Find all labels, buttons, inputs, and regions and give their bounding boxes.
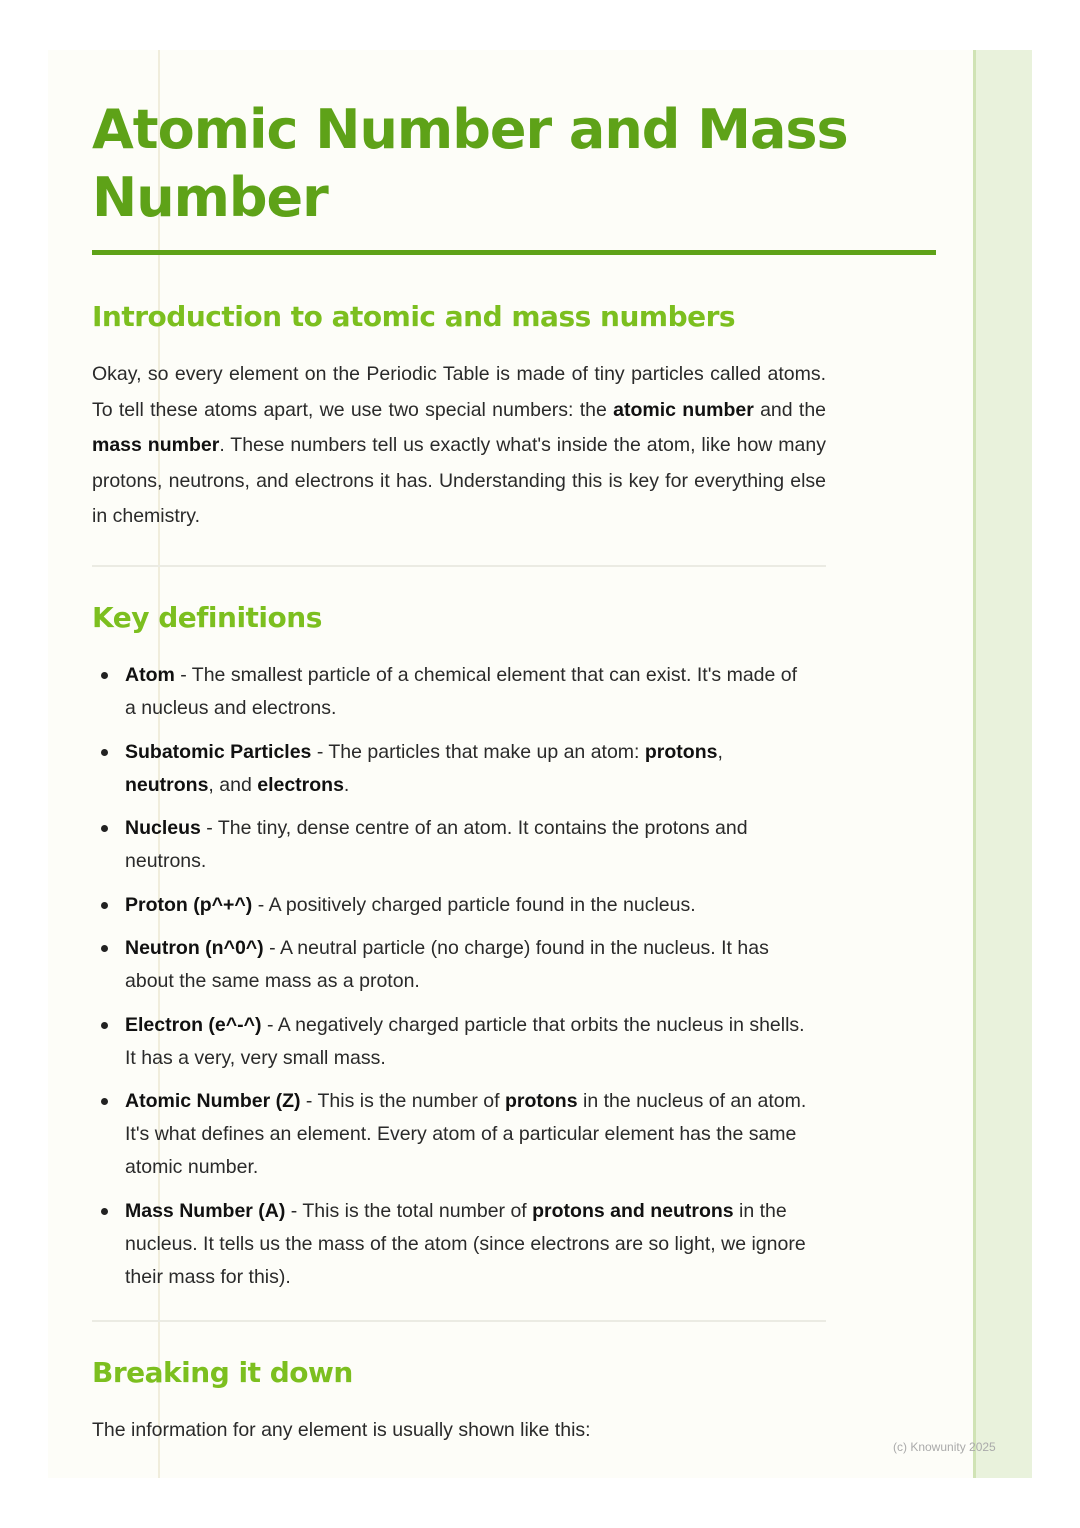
list-item: Atomic Number (Z) - This is the number of protons in the nucleus of an atom. It's what defines an element. Every atom of a particular element has the same atomic number. bbox=[92, 1085, 812, 1184]
list-item: Mass Number (A) - This is the total number of protons and neutrons in the nucleus. It tells us the mass of the atom (since electrons are so light, we ignore their mass for this). bbox=[92, 1195, 812, 1294]
section-divider bbox=[92, 1320, 826, 1322]
side-strip bbox=[973, 50, 1032, 1478]
title-rule bbox=[92, 250, 936, 255]
section-heading-breakdown: Breaking it down bbox=[92, 1356, 353, 1389]
copyright-footer: (c) Knowunity 2025 bbox=[893, 1440, 996, 1454]
list-item: Subatomic Particles - The particles that make up an atom: protons, neutrons, and electrons. bbox=[92, 736, 812, 802]
list-item: Electron (e^-^) - A negatively charged particle that orbits the nucleus in shells. It has a very, very small mass. bbox=[92, 1009, 812, 1075]
list-item: Proton (p^+^) - A positively charged particle found in the nucleus. bbox=[92, 889, 812, 922]
definitions-list bbox=[92, 659, 812, 1304]
page-title: Atomic Number and Mass Number bbox=[92, 98, 848, 229]
section-heading-definitions: Key definitions bbox=[92, 601, 322, 634]
page bbox=[48, 50, 1032, 1478]
list-item: Nucleus - The tiny, dense centre of an atom. It contains the protons and neutrons. bbox=[92, 812, 812, 878]
section-divider bbox=[92, 565, 826, 567]
breakdown-paragraph: The information for any element is usually shown like this: bbox=[92, 1419, 591, 1441]
section-heading-intro: Introduction to atomic and mass numbers bbox=[92, 300, 736, 333]
list-item: Neutron (n^0^) - A neutral particle (no charge) found in the nucleus. It has about the same mass as a proton. bbox=[92, 932, 812, 998]
intro-paragraph: Okay, so every element on the Periodic Table is made of tiny particles called atoms. To tell these atoms apart, we use two special numbers: the atomic number and the mass number. These numbers tell us exactly what's inside the atom, like how many protons, neutrons, and electrons it has. Understanding this is key for everything else in chemistry. bbox=[92, 363, 827, 527]
list-item: Atom - The smallest particle of a chemical element that can exist. It's made of a nucleus and electrons. bbox=[92, 659, 812, 725]
